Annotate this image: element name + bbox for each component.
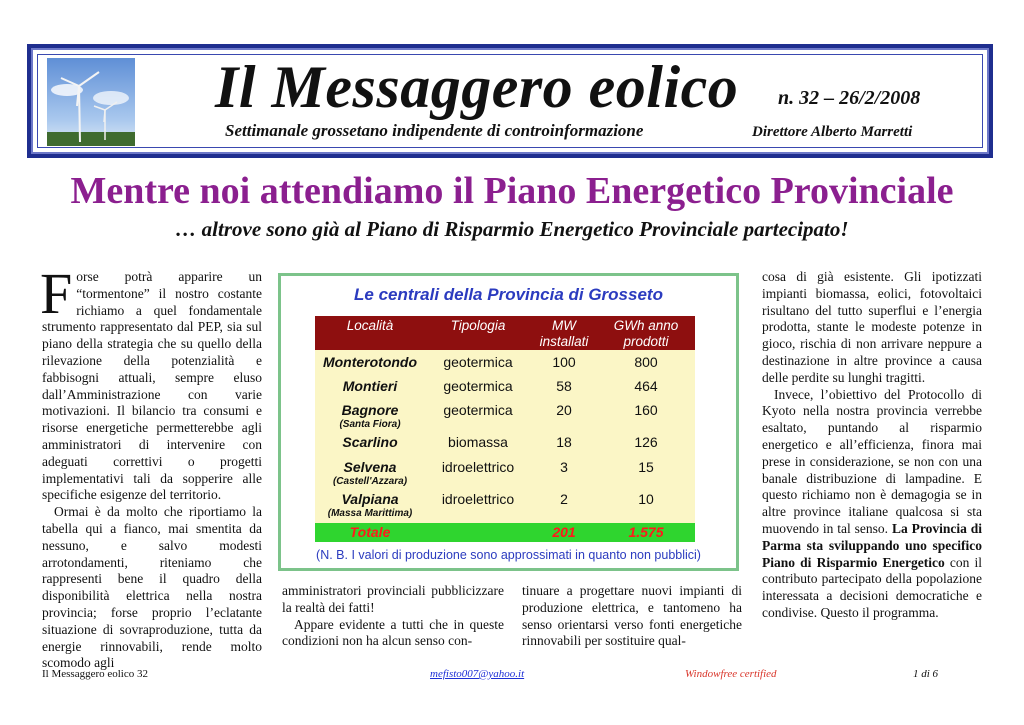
cell-mw: 2 <box>560 491 568 507</box>
footer-publication: Il Messaggero eolico 32 <box>42 668 148 680</box>
masthead-director: Direttore Alberto Marretti <box>752 124 913 140</box>
cell-gwh: 160 <box>634 402 658 418</box>
article-column-middle-2 <box>522 583 742 650</box>
issue-number: n. 32 – 26/2/2008 <box>778 87 921 109</box>
cell-localita: Bagnore <box>341 402 399 418</box>
article-paragraph: tinuare a progettare nuovi impianti di produzione elettrica, e tantomeno ha senso orientarsi verso fonti energetiche rinnovabili per sostituire qual- <box>522 583 742 649</box>
paragraph-text: Invece, l’obiettivo del Protocollo di Kyoto nella nostra provincia verrebbe esaltato, puntando al risparmio energetico e all’efficienza, finora mai prese in considerazione, se non con una banale distribuzione di lampadine. E questo richiamo non è demagogia se in altre province italiane qualcosa si sta muovendo in tal senso. <box>762 386 982 536</box>
total-gwh: 1.575 <box>628 524 664 540</box>
cell-tipologia: geotermica <box>443 378 513 394</box>
footer-page-number: 1 di 6 <box>913 668 939 680</box>
article-paragraph: amministratori provinciali pubblicizzare la realtà dei fatti! <box>282 583 504 615</box>
article-paragraph: Appare evidente a tutti che in queste condizioni non ha alcun senso con- <box>282 616 504 649</box>
article-paragraph: cosa di già esistente. Gli ipotizzati impianti biomassa, eolici, fotovoltaici risultano del tutto superflui e l’energia prodotta, stante le modeste potenze in gioco, rischia di non arrivare neppure a destinazione in altre province a causa delle perdite su lunghi tragitti. <box>762 269 982 385</box>
cell-gwh: 15 <box>638 459 654 475</box>
column-header-mw <box>531 318 597 350</box>
masthead-subtitle: Settimanale grossetano indipendente di controinformazione <box>225 121 644 140</box>
cell-localita: Valpiana <box>341 491 399 507</box>
cell-tipologia: idroelettrico <box>441 459 515 475</box>
cell-localita: Montieri <box>342 378 398 394</box>
cell-mw: 100 <box>552 354 576 370</box>
cell-mw: 18 <box>556 434 572 450</box>
cell-mw: 3 <box>560 459 568 475</box>
table-note: (N. B. I valori di produzione sono approssimati in quanto non pubblici) <box>316 548 701 562</box>
total-mw: 201 <box>552 524 576 540</box>
table-title: Le centrali della Provincia di Grosseto <box>354 285 663 304</box>
cell-localita-sub: (Castell'Azzara) <box>332 476 408 487</box>
drop-cap: F <box>40 261 73 326</box>
article-paragraph <box>40 261 262 504</box>
paragraph-emphasis: La Provincia di Parma sta sviluppando uno specifico Piano di Risparmio Energetico <box>762 520 982 570</box>
wind-turbines-logo-icon <box>47 58 135 146</box>
cell-gwh: 800 <box>634 354 658 370</box>
column-header-localita: Località <box>346 318 394 333</box>
article-headline: Mentre noi attendiamo il Piano Energetico Provinciale <box>70 170 954 212</box>
cell-localita-sub: (Santa Fiora) <box>339 419 401 430</box>
column-header-gwh <box>597 318 695 350</box>
article-column-middle-1 <box>282 583 504 650</box>
cell-gwh: 126 <box>634 434 658 450</box>
table-total-row <box>315 523 695 542</box>
header-line: installati <box>539 334 589 349</box>
cell-localita: Selvena <box>343 459 397 475</box>
cell-mw: 20 <box>556 402 572 418</box>
cell-tipologia: geotermica <box>443 354 513 370</box>
cell-mw: 58 <box>556 378 572 394</box>
cell-gwh: 464 <box>634 378 658 394</box>
column-header-tipologia: Tipologia <box>450 318 506 333</box>
total-label: Totale <box>349 524 391 540</box>
paragraph-text: orse potrà apparire un “tormentone” il nostro costante richiamo a quel fondamentale strumento rappresentato dal PEP, sia sul piano della strategia che su quello della rilevazione della potenzialità e fabbisogni attuali, sempre eluso dall’Amministrazione con varie motivazioni. Il bilancio tra consumi e risorse energetiche permetterebbe agli amministratori di intervenire con adeguati correttivi o progetti implementativi tali da sopperire alle specifiche esigenze del territorio. <box>42 269 262 503</box>
table-header-row <box>315 316 695 350</box>
article-paragraph: Ormai è da molto che riportiamo la tabella qui a fianco, mai smentita da nessuno, e salvo modesti arrotondamenti, riteniamo che rappresenti bene il quadro della disponibilità elettrica nella nostra provincia; forse proprio l’eclatante situazione di sovraproduzione, tutta da energie rinnovabili, rende molto scomodo agli <box>42 504 262 671</box>
article-paragraph <box>762 387 982 622</box>
footer-certification: Windowfree certified <box>685 668 777 680</box>
cell-gwh: 10 <box>638 491 654 507</box>
cell-tipologia: idroelettrico <box>441 491 515 507</box>
header-line: GWh anno <box>613 318 679 333</box>
cell-tipologia: biomassa <box>448 434 508 450</box>
footer-email-link[interactable]: mefisto007@yahoo.it <box>430 668 525 680</box>
header-line: prodotti <box>623 334 669 349</box>
paragraph-text: con il contributo partecipato della popolazione interessata a decisioni democratiche e condivise. Questo il programma. <box>762 554 982 620</box>
power-plants-table <box>315 316 695 542</box>
masthead-title: Il Messaggero eolico <box>215 54 739 120</box>
cell-localita: Scarlino <box>342 434 398 450</box>
article-subhead: … altrove sono già al Piano di Risparmio Energetico Provinciale partecipato! <box>175 217 849 241</box>
article-column-left <box>40 261 262 672</box>
article-column-right <box>762 269 982 622</box>
cell-tipologia: geotermica <box>443 402 513 418</box>
header-line: MW <box>552 318 576 333</box>
cell-localita-sub: (Massa Marittima) <box>327 508 413 519</box>
power-plants-table-box <box>278 273 739 571</box>
cell-localita: Monterotondo <box>322 354 418 370</box>
